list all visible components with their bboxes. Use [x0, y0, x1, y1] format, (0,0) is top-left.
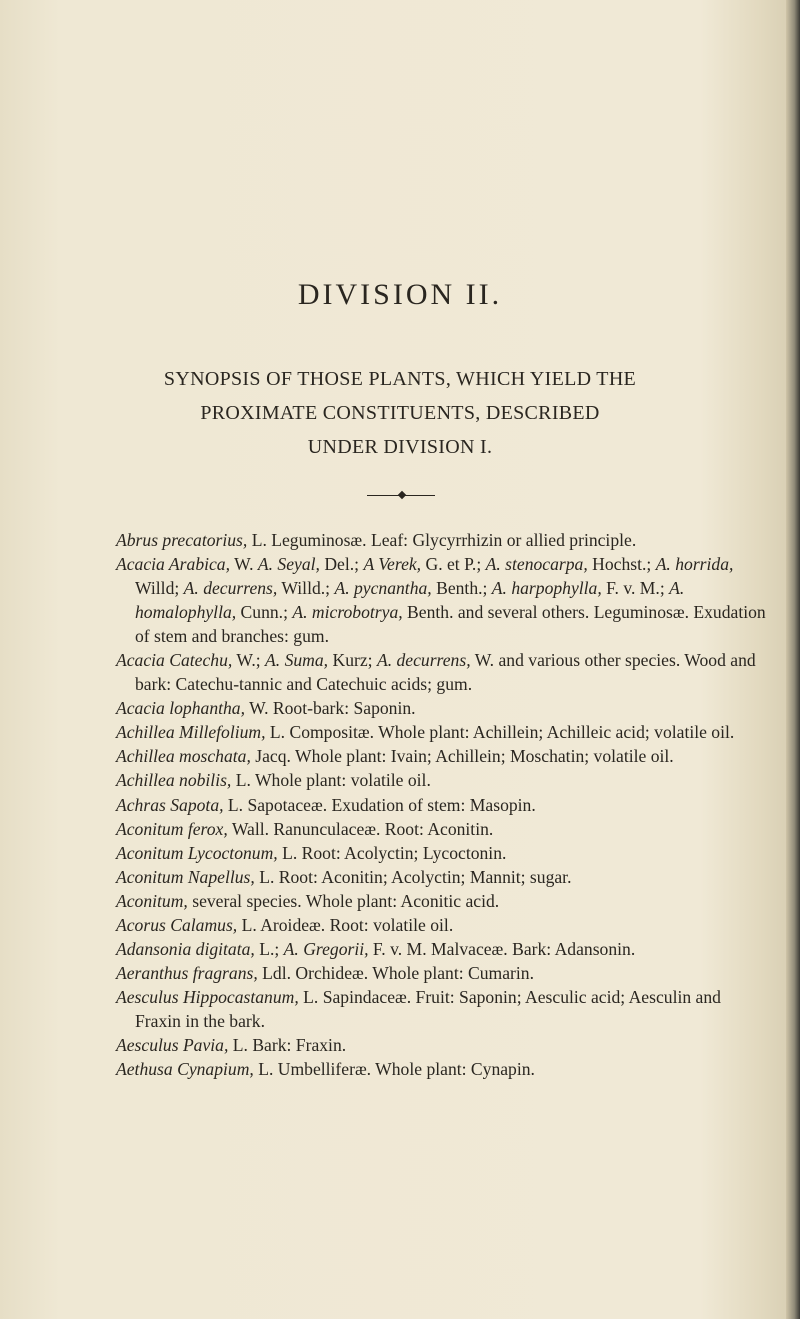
entry-text: L. Bark: Fraxin. [228, 1034, 347, 1055]
entry-text: L. Aroideæ. Root: volatile oil. [237, 914, 454, 935]
entry-text: Willd; [135, 578, 184, 599]
entry-text: Benth. and several others. Leguminosæ. Exudation of stem and branches: gum. [135, 602, 766, 647]
entry-text: Hochst.; [587, 554, 656, 575]
entry-text: Willd.; [277, 578, 335, 599]
plant-name: Acacia lophantha, [116, 698, 245, 719]
rule-ornament-icon [398, 491, 406, 499]
entry-text: L. Root: Aconitin; Acolyctin; Mannit; sugar. [254, 866, 572, 887]
entry-text: F. v. M.; [601, 578, 670, 599]
entry-text: Jacq. Whole plant: Ivain; Achillein; Moschatin; volatile oil. [250, 746, 674, 767]
plant-name: Aethusa Cynapium, [116, 1059, 254, 1080]
plant-entry [116, 528, 766, 552]
entry-text: L.; [254, 938, 284, 959]
entry-text: L. Leguminosæ. Leaf: Glycyrrhizin or allied principle. [247, 530, 637, 550]
plant-name: Aconitum ferox, [116, 818, 228, 839]
synopsis-line-3: UNDER DIVISION I. [307, 436, 493, 458]
plant-name: Abrus precatorius, [116, 530, 248, 550]
entry-text: F. v. M. Malvaceæ. Bark: Adansonin. [368, 938, 636, 959]
plant-name: Acacia Arabica, [116, 554, 231, 575]
plant-entry [116, 744, 766, 768]
plant-entry [116, 817, 766, 841]
plant-entry [116, 768, 766, 792]
page-edge [786, 0, 800, 1319]
plant-name: Adansonia digitata, [116, 938, 255, 959]
plant-name: Achillea moschata, [116, 746, 251, 767]
plant-name: A. Suma, [265, 650, 329, 671]
plant-entry [116, 552, 766, 648]
entry-text: L. Umbelliferæ. Whole plant: Cynapin. [253, 1059, 535, 1080]
plant-entry [116, 793, 766, 817]
plant-entry [116, 961, 766, 985]
plant-name: A. harpophylla, [491, 578, 602, 599]
entry-text: L. Sapotaceæ. Exudation of stem: Masopin. [223, 794, 536, 815]
plant-name: Aeranthus fragrans, [116, 962, 258, 983]
plant-name: Achillea nobilis, [116, 770, 232, 791]
entry-text: Del.; [319, 554, 364, 575]
plant-name: Aesculus Pavia, [116, 1034, 229, 1055]
division-heading: DIVISION II. [297, 278, 503, 311]
plant-entry [116, 985, 766, 1033]
plant-name: Achras Sapota, [116, 794, 224, 815]
entry-text: L. Compositæ. Whole plant: Achillein; Achilleic acid; volatile oil. [265, 722, 735, 743]
entry-text: Kurz; [328, 650, 377, 671]
plant-name: A. stenocarpa, [485, 554, 588, 575]
plant-name: A. microbotrya, [292, 602, 403, 623]
plant-list [116, 528, 766, 1081]
plant-name: Achillea Millefolium, [116, 722, 266, 743]
entry-text: W. Root-bark: Saponin. [245, 698, 416, 719]
synopsis-heading [0, 362, 800, 464]
plant-name: Acorus Calamus, [116, 914, 238, 935]
plant-entry [116, 1033, 766, 1057]
plant-name: A Verek, [363, 554, 422, 575]
entry-text: Cunn.; [236, 602, 293, 623]
plant-name: A. decurrens, [376, 650, 471, 671]
plant-entry [116, 889, 766, 913]
entry-text: W. and various other species. Wood and bark: Catechu-tannic and Catechuic acids; gum. [135, 650, 756, 695]
entry-text: W.; [232, 650, 266, 671]
plant-entry [116, 696, 766, 720]
plant-entry [116, 1057, 766, 1081]
plant-name: A. horrida, [655, 554, 734, 575]
plant-entry [116, 720, 766, 744]
entry-text: W. [230, 554, 258, 575]
plant-name: A. Gregorii, [283, 938, 369, 959]
plant-name: Aconitum Napellus, [116, 866, 255, 887]
plant-name: Aconitum, [116, 890, 188, 911]
plant-name: A. decurrens, [183, 578, 278, 599]
entry-text: L. Root: Acolyctin; Lycoctonin. [277, 842, 507, 863]
plant-name: A. Seyal, [257, 554, 320, 575]
plant-name: Acacia Catechu, [116, 650, 233, 671]
entry-text: L. Whole plant: volatile oil. [231, 770, 431, 791]
plant-entry [116, 937, 766, 961]
entry-text: several species. Whole plant: Aconitic acid. [187, 890, 500, 911]
entry-text: L. Sapindaceæ. Fruit: Saponin; Aesculic acid; Aesculin and Fraxin in the bark. [135, 986, 721, 1031]
plant-name: A. homalophylla, [135, 578, 685, 623]
plant-name: Aesculus Hippocastanum, [116, 986, 299, 1007]
plant-name: Aconitum Lycoctonum, [116, 842, 278, 863]
plant-name: A. pycnantha, [334, 578, 432, 599]
plant-entry [116, 841, 766, 865]
entry-text: Benth.; [431, 578, 492, 599]
synopsis-line-1: SYNOPSIS OF THOSE PLANTS, WHICH YIELD THE [163, 368, 637, 390]
plant-entry [116, 913, 766, 937]
entry-text: Ldl. Orchideæ. Whole plant: Cumarin. [257, 962, 534, 983]
entry-text: Wall. Ranunculaceæ. Root: Aconitin. [227, 818, 494, 839]
synopsis-line-2: PROXIMATE CONSTITUENTS, DESCRIBED [200, 402, 600, 424]
entry-text: G. et P.; [421, 554, 486, 575]
plant-entry [116, 865, 766, 889]
plant-entry [116, 648, 766, 696]
